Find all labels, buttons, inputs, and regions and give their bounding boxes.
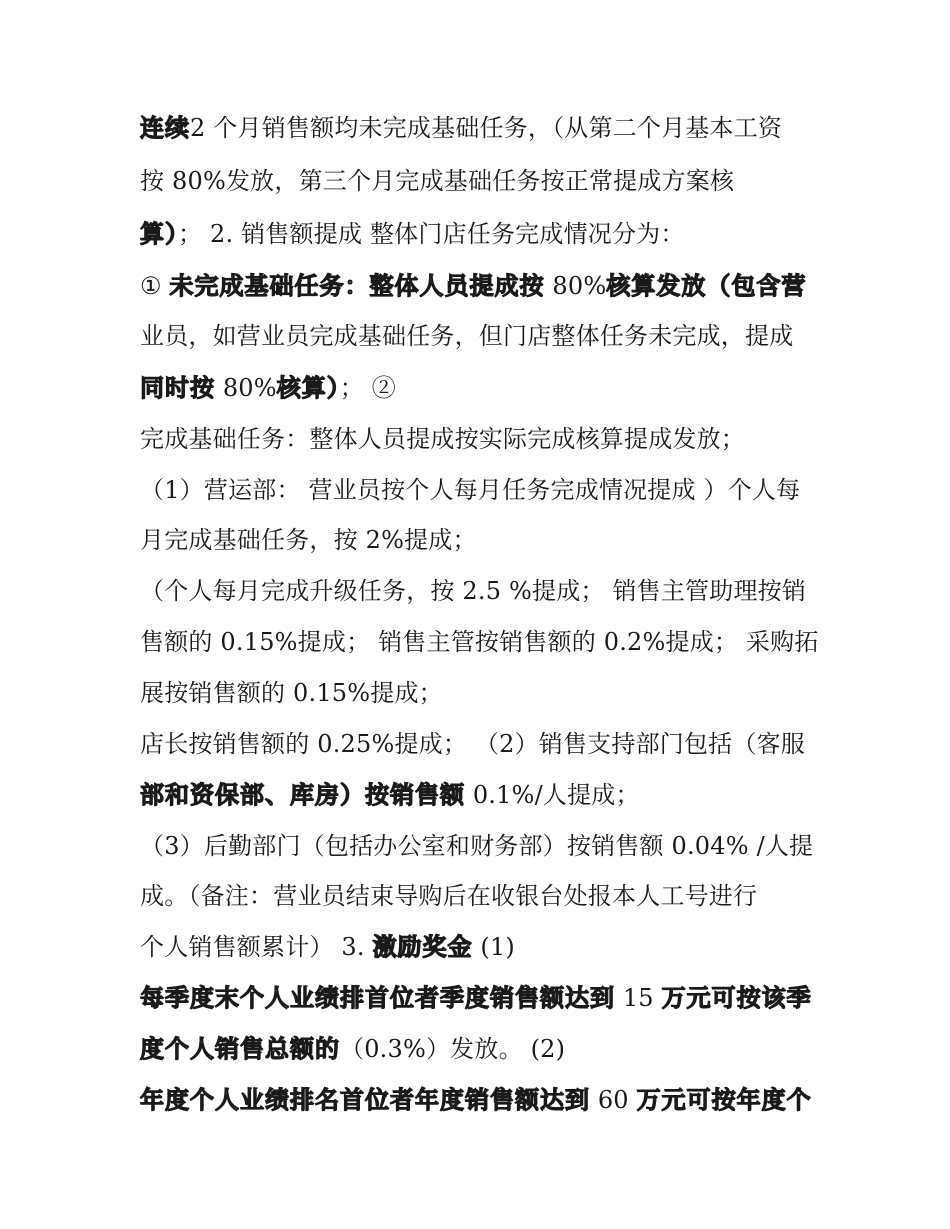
text-run: （0.3%）发放。 (2) bbox=[340, 1035, 566, 1063]
text-run: 完成基础任务：整体人员提成按实际完成核算提成发放； bbox=[140, 425, 745, 453]
text-run: (1) bbox=[472, 933, 515, 961]
text-run: 2 个月销售额均未完成基础任务，（从第二个月基本工资 bbox=[190, 114, 783, 142]
outlined-text-run: 年度个人业绩排名首位者年度销售额达到 bbox=[140, 1086, 590, 1114]
text-run: 80% bbox=[544, 272, 607, 300]
text-run: 展按销售额的 0.15%提成； bbox=[140, 679, 443, 707]
text-run: ① bbox=[140, 272, 170, 300]
text-line bbox=[140, 266, 830, 306]
text-line bbox=[140, 826, 830, 866]
text-line bbox=[140, 571, 830, 611]
text-line bbox=[140, 419, 830, 459]
outlined-text-run: 未完成基础任务：整体人员提成按 bbox=[169, 272, 545, 300]
text-run: 60 bbox=[590, 1086, 637, 1114]
text-line bbox=[140, 978, 830, 1018]
text-run: 按 80%发放，第三个月完成基础任务按正常提成方案核 bbox=[140, 167, 735, 195]
text-run: 80% bbox=[215, 374, 277, 402]
outlined-text-run: 连续 bbox=[140, 114, 190, 142]
outlined-text-run: 激励奖金 bbox=[372, 933, 473, 961]
outlined-text-run: 算） bbox=[140, 220, 178, 248]
text-run: 成。（备注：营业员结束导购后在收银台处报本人工号进行 bbox=[140, 882, 758, 910]
text-line bbox=[140, 724, 830, 764]
outlined-text-run: 部和资保部、库房）按销售额 bbox=[140, 781, 465, 809]
text-line bbox=[140, 1029, 830, 1069]
outlined-text-run: 核算发放（包含营 bbox=[606, 272, 807, 300]
text-run: （3）后勤部门（包括办公室和财务部）按销售额 0.04% /人提 bbox=[140, 832, 814, 860]
outlined-text-run: 万元可按该季 bbox=[661, 984, 812, 1012]
text-line bbox=[140, 1080, 830, 1120]
text-line bbox=[140, 214, 830, 254]
text-run: （个人每月完成升级任务，按 2.5 %提成； 销售主管助理按销 bbox=[140, 577, 807, 605]
text-line bbox=[140, 470, 830, 510]
text-run: 15 bbox=[615, 984, 662, 1012]
text-run: 0.1%/人提成； bbox=[465, 781, 640, 809]
text-line bbox=[140, 927, 830, 967]
text-run: 业员，如营业员完成基础任务，但门店整体任务未完成，提成 bbox=[140, 322, 794, 350]
text-run: 售额的 0.15%提成； 销售主管按销售额的 0.2%提成； 采购拓 bbox=[140, 628, 819, 656]
text-line bbox=[140, 368, 830, 408]
text-line bbox=[140, 622, 830, 662]
text-run: 店长按销售额的 0.25%提成； （2）销售支持部门包括（客服 bbox=[140, 730, 805, 758]
text-run: ； 2. 销售额提成 整体门店任务完成情况分为： bbox=[178, 220, 685, 248]
text-line bbox=[140, 520, 830, 560]
text-line bbox=[140, 316, 830, 356]
text-line bbox=[140, 161, 830, 201]
text-run: 个人销售额累计） 3. bbox=[140, 933, 373, 961]
text-run: 月完成基础任务，按 2%提成； bbox=[140, 526, 477, 554]
text-line bbox=[140, 108, 830, 148]
text-run: ； ② bbox=[339, 374, 397, 402]
outlined-text-run: 同时按 bbox=[140, 374, 215, 402]
text-line bbox=[140, 775, 830, 815]
text-run: （1）营运部： 营业员按个人每月任务完成情况提成 ）个人每 bbox=[140, 476, 801, 504]
outlined-text-run: 度个人销售总额的 bbox=[140, 1035, 340, 1063]
outlined-text-run: 万元可按年度个 bbox=[636, 1086, 812, 1114]
outlined-text-run: 每季度末个人业绩排首位者季度销售额达到 bbox=[140, 984, 615, 1012]
outlined-text-run: 核算） bbox=[276, 374, 340, 402]
text-line bbox=[140, 876, 830, 916]
text-line bbox=[140, 673, 830, 713]
